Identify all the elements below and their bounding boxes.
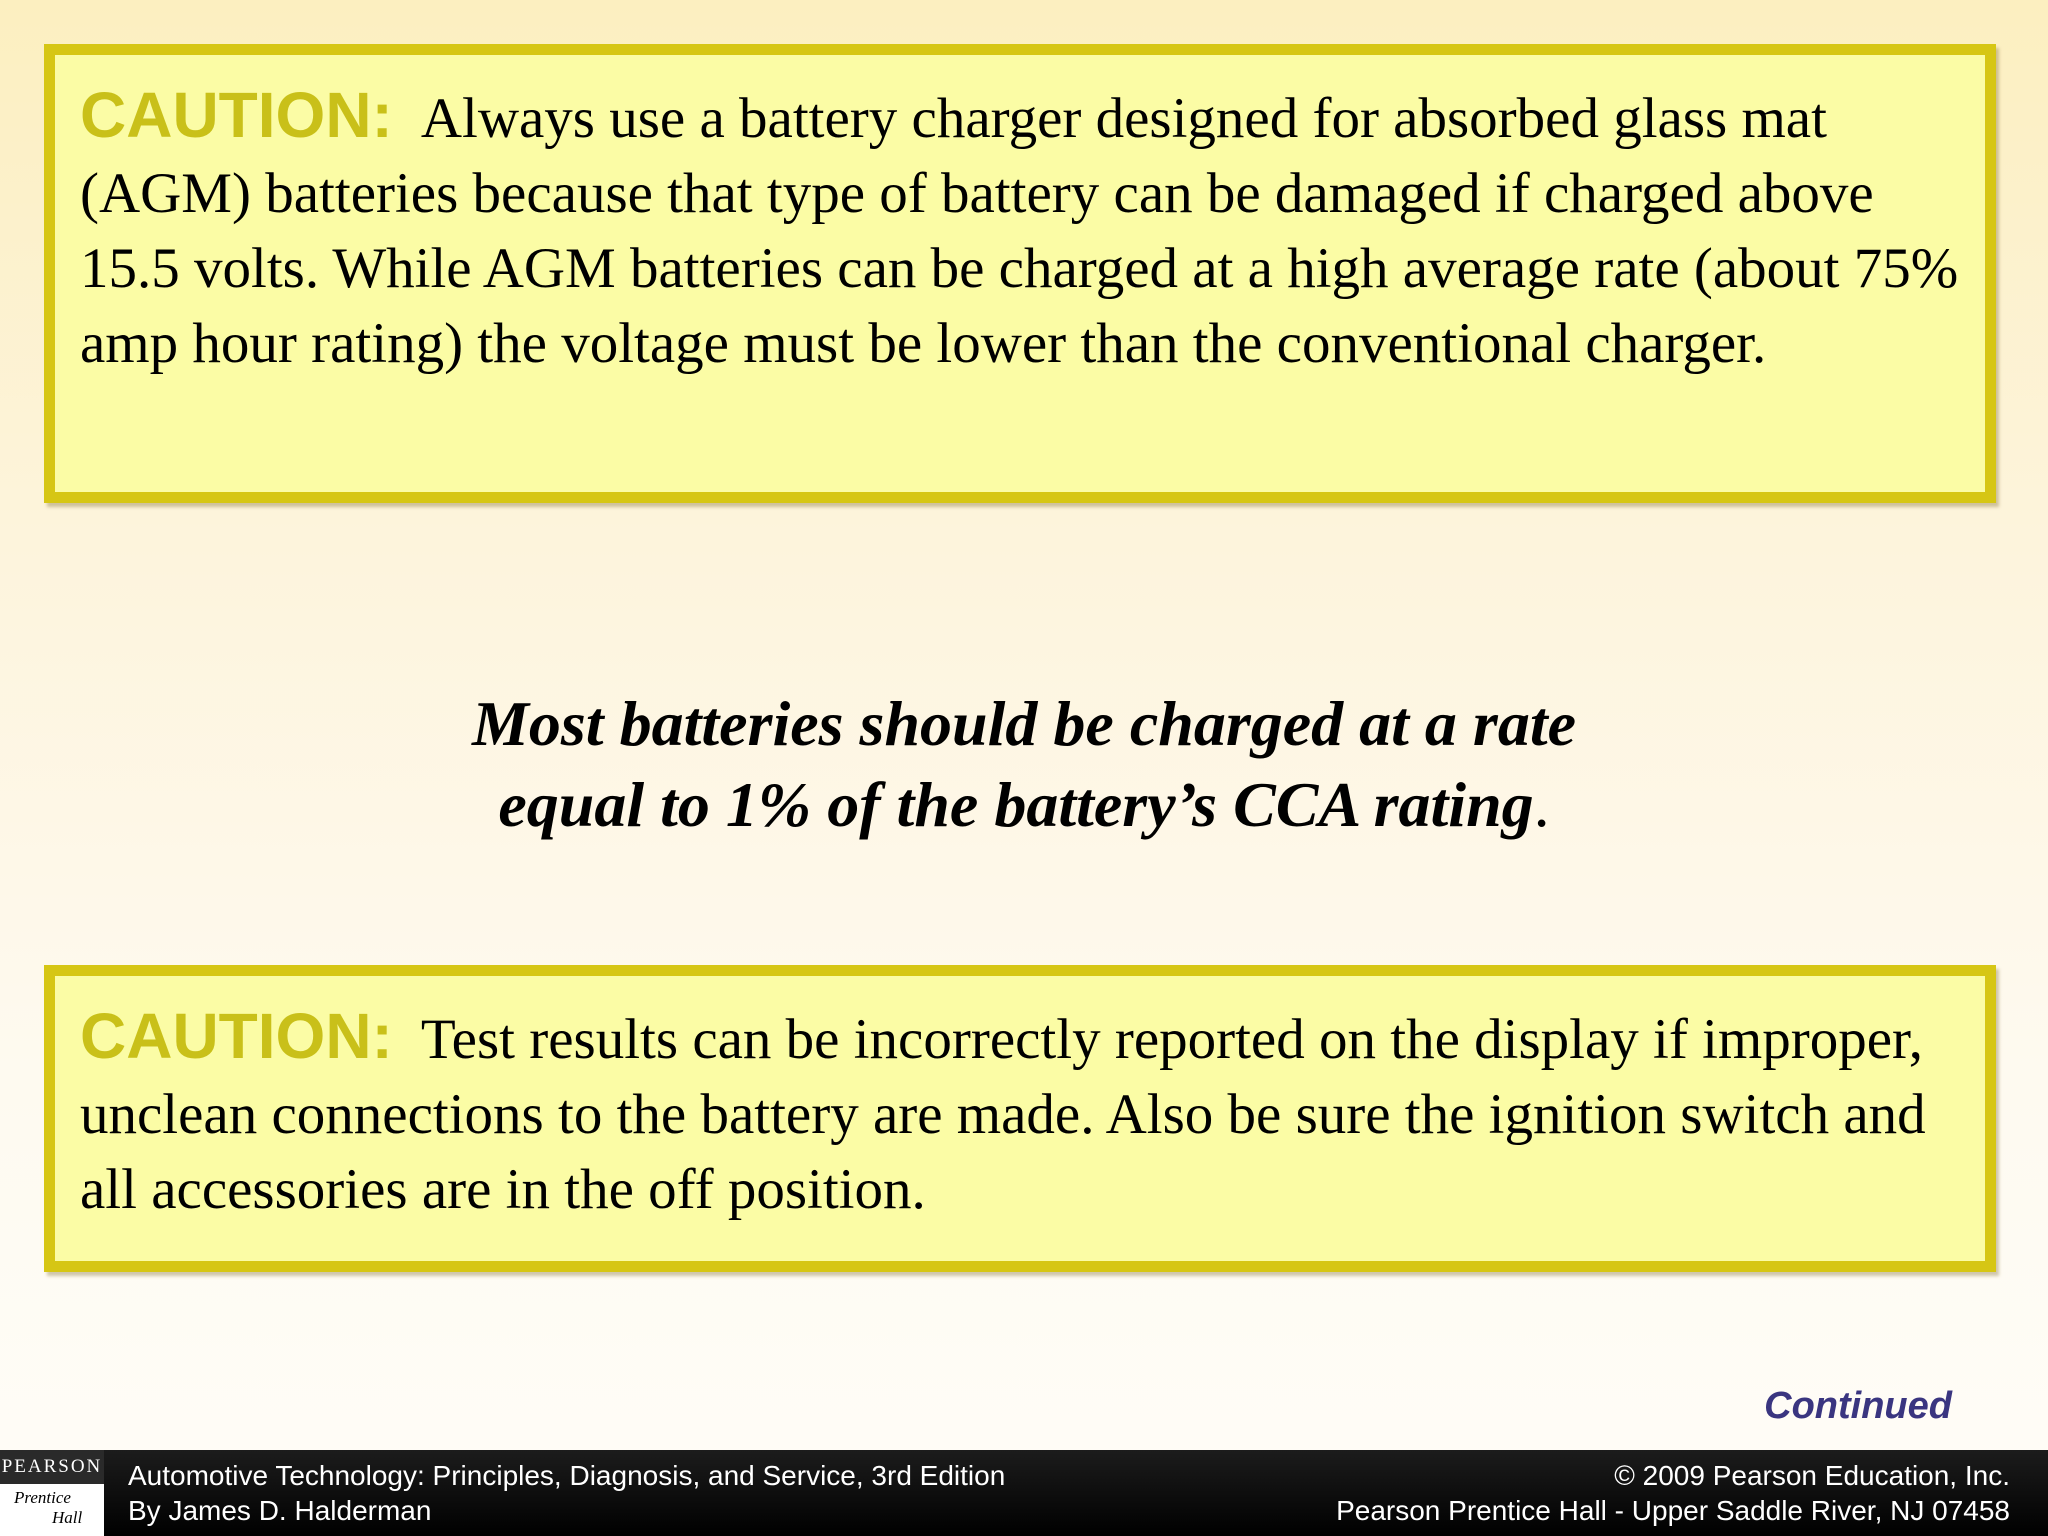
book-author: By James D. Halderman [128, 1495, 432, 1526]
caution-box-agm-charging [44, 44, 1996, 503]
footer-bar [0, 1450, 2048, 1536]
caution-box-test-connections [44, 965, 1996, 1272]
note-period: . [1533, 769, 1550, 840]
pearson-prentice-hall-logo [0, 1450, 104, 1536]
continued-label: Continued [1764, 1385, 1952, 1427]
note-line-2 [0, 764, 2048, 845]
publisher-text: Pearson Prentice Hall - Upper Saddle River, NJ 07458 [1336, 1495, 2010, 1526]
caution-text: Always use a battery charger designed for absorbed glass mat (AGM) batteries because that type of battery can be damaged if charged above 15.5 volts. While AGM batteries can be charged at a high average rate (about 75% amp hour rating) the voltage must be lower than the conventional charger. [80, 87, 1959, 375]
caution-label: CAUTION: [80, 79, 393, 151]
copyright-text: © 2009 Pearson Education, Inc. [1614, 1460, 2010, 1491]
note-line-1: Most batteries should be charged at a rate [471, 688, 1577, 759]
book-title: Automotive Technology: Principles, Diagnosis, and Service, 3rd Edition [128, 1460, 1006, 1491]
footer-copyright [1336, 1458, 2010, 1528]
note-line-2-text: equal to 1% of the battery’s CCA rating [498, 769, 1534, 840]
logo-pearson-text: PEARSON [0, 1450, 104, 1484]
caution-label: CAUTION: [80, 1000, 393, 1072]
logo-prentice-hall [0, 1484, 104, 1536]
logo-hall-text: Hall [52, 1508, 83, 1527]
caution-text: Test results can be incorrectly reported on the display if improper, unclean connections to the battery are made. Also be sure the ignition switch and all accessories are in the off position. [80, 1008, 1926, 1221]
charging-rate-note [0, 683, 2048, 845]
footer-book-info [128, 1458, 1005, 1528]
logo-prentice-text: Prentice [14, 1488, 71, 1507]
